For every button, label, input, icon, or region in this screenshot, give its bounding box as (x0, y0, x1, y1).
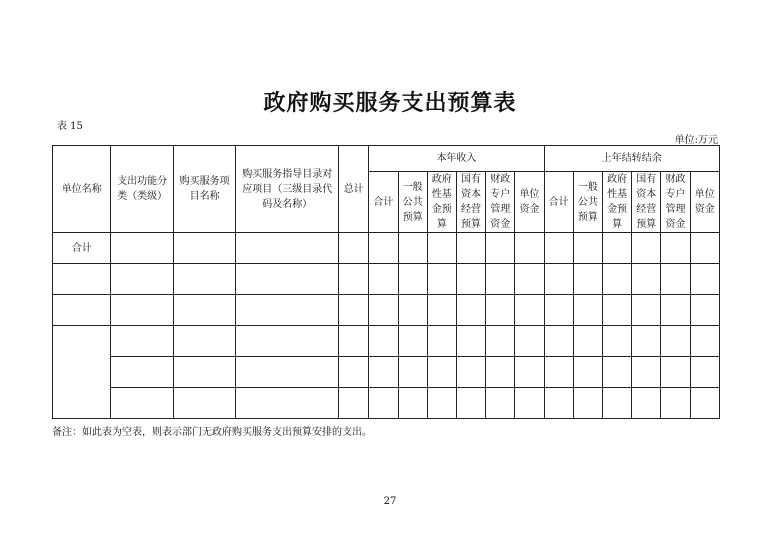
group-last-year: 上年结转结余 (544, 146, 719, 172)
col-cy-sum: 合计 (369, 172, 398, 233)
col-ly-fiscal-special: 财政专户管理资金 (661, 172, 690, 233)
footnote: 备注：如此表为空表，则表示部门无政府购买服务支出预算安排的支出。 (52, 427, 372, 438)
header-row-1 (53, 146, 720, 172)
col-service-name: 购买服务项目名称 (173, 146, 235, 233)
col-ly-gov-fund: 政府性基金预算 (602, 172, 631, 233)
page-number: 27 (383, 496, 397, 507)
row-total-label: 合计 (53, 233, 111, 264)
table-row-total (53, 233, 720, 264)
merged-unit-cell (53, 326, 111, 419)
table-row (53, 295, 720, 326)
col-cy-fiscal-special: 财政专户管理资金 (486, 172, 515, 233)
col-func-class: 支出功能分类（类级） (111, 146, 173, 233)
table-row (53, 388, 720, 419)
table-row (53, 357, 720, 388)
unit-label: 单位:万元 (674, 135, 718, 146)
col-unit-name: 单位名称 (53, 146, 111, 233)
table-number: 表 15 (57, 121, 83, 132)
col-ly-general: 一般公共预算 (573, 172, 602, 233)
col-cy-general: 一般公共预算 (398, 172, 427, 233)
col-total: 总计 (339, 146, 369, 233)
table-row (53, 326, 720, 357)
col-cy-state-capital: 国有资本经营预算 (456, 172, 485, 233)
group-current-year: 本年收入 (369, 146, 544, 172)
page-title: 政府购买服务支出预算表 (263, 90, 517, 116)
col-guide-item: 购买服务指导目录对应项目（三级目录代码及名称） (236, 146, 339, 233)
budget-table (52, 145, 720, 419)
table-row (53, 264, 720, 295)
col-ly-state-capital: 国有资本经营预算 (632, 172, 661, 233)
col-ly-unit-fund: 单位资金 (690, 172, 719, 233)
col-cy-unit-fund: 单位资金 (515, 172, 544, 233)
col-ly-sum: 合计 (544, 172, 573, 233)
col-cy-gov-fund: 政府性基金预算 (427, 172, 456, 233)
